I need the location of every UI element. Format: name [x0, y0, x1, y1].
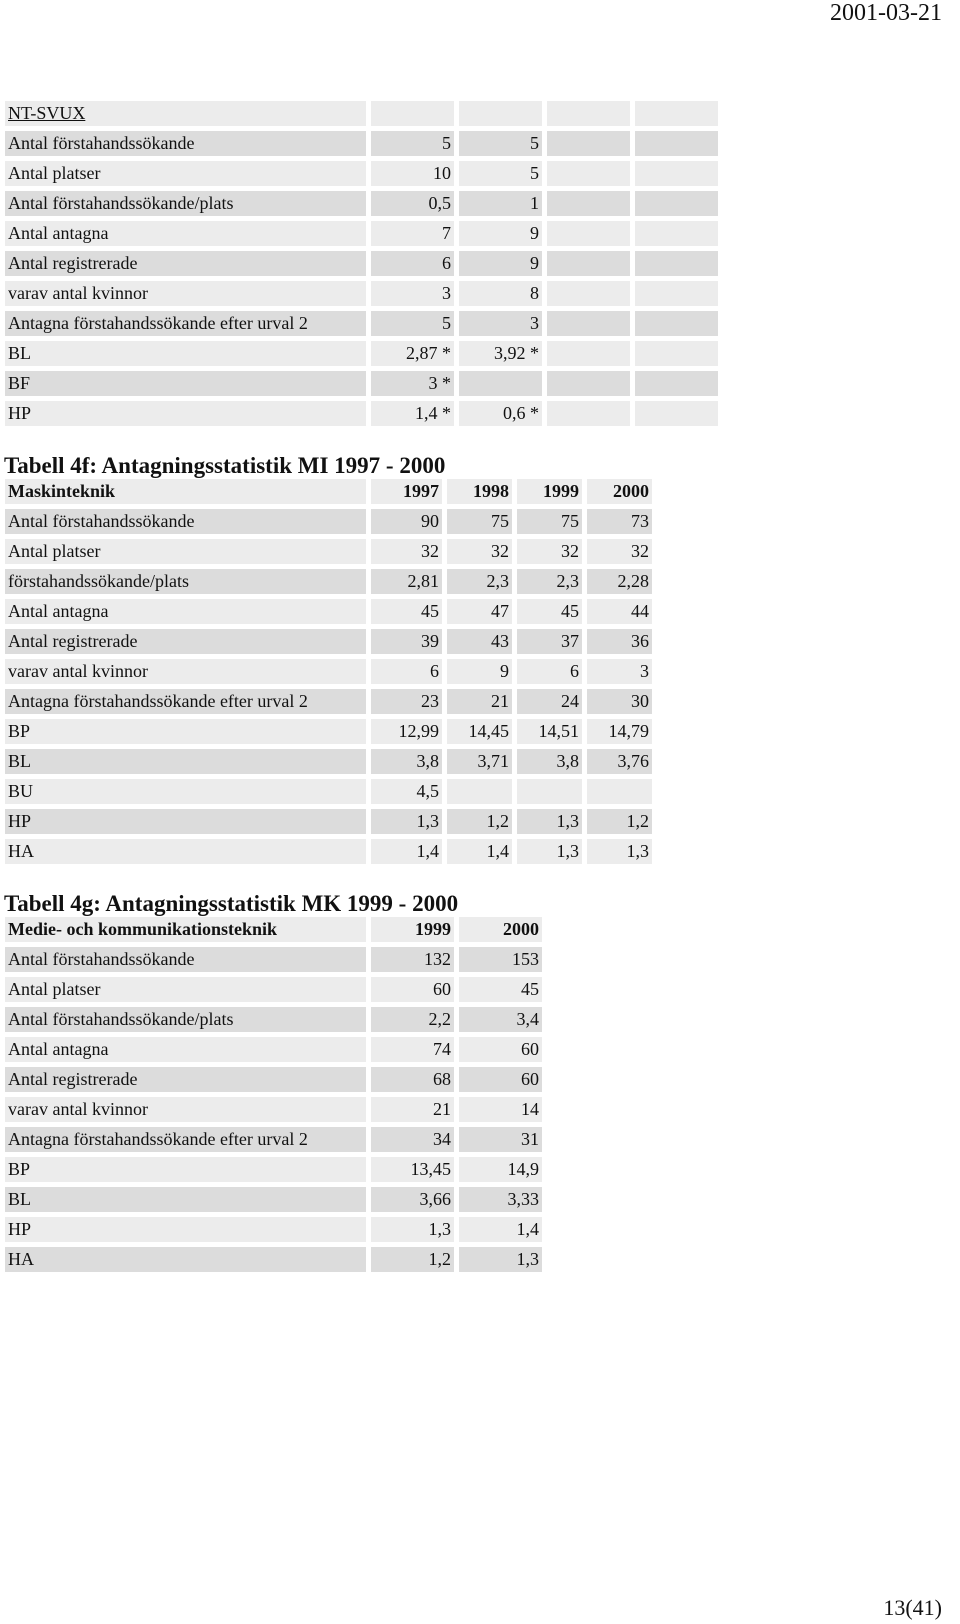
row-label: BL	[5, 749, 366, 774]
table-cell: 0,6 *	[459, 401, 542, 426]
table-row	[5, 977, 542, 1002]
row-label: Antal förstahandssökande	[5, 947, 366, 972]
table-cell: 3,4	[459, 1007, 542, 1032]
table-cell: 4,5	[371, 779, 442, 804]
table-cell: 37	[517, 629, 582, 654]
table-header-row	[5, 479, 652, 504]
table-row	[5, 1187, 542, 1212]
table-cell: 2,81	[371, 569, 442, 594]
row-label: Antal platser	[5, 977, 366, 1002]
table-cell: 1,3	[371, 809, 442, 834]
table-cell: 30	[587, 689, 652, 714]
table-cell	[547, 401, 630, 426]
table-cell: 45	[517, 599, 582, 624]
table-row	[5, 509, 652, 534]
table-cell: 14,51	[517, 719, 582, 744]
table-cell: 75	[517, 509, 582, 534]
table-cell: 14,45	[447, 719, 512, 744]
table-cell: 1,4	[459, 1217, 542, 1242]
table-cell: 13,45	[371, 1157, 454, 1182]
table-cell	[635, 311, 718, 336]
table-cell: 21	[371, 1097, 454, 1122]
table-cell: 2,3	[447, 569, 512, 594]
table-cell	[635, 371, 718, 396]
table-row	[5, 1217, 542, 1242]
table-title-row	[5, 101, 718, 126]
table-cell: 1,3	[371, 1217, 454, 1242]
row-label: Antal förstahandssökande	[5, 131, 366, 156]
table-cell: 2,3	[517, 569, 582, 594]
row-label: Antal förstahandssökande/plats	[5, 191, 366, 216]
table-cell: 5	[371, 311, 454, 336]
table-row	[5, 749, 652, 774]
table-cell: 1,3	[517, 809, 582, 834]
row-label: Antal antagna	[5, 221, 366, 246]
table-cell: 23	[371, 689, 442, 714]
table-cell	[547, 101, 630, 126]
table-row	[5, 719, 652, 744]
table-cell: 73	[587, 509, 652, 534]
row-label: HP	[5, 401, 366, 426]
table-cell: 44	[587, 599, 652, 624]
table-cell: 32	[517, 539, 582, 564]
table-row	[5, 251, 718, 276]
table-cell: 12,99	[371, 719, 442, 744]
table-cell: 3,76	[587, 749, 652, 774]
row-label: Antagna förstahandssökande efter urval 2	[5, 1127, 366, 1152]
table-row	[5, 1037, 542, 1062]
table-title: NT-SVUX	[5, 101, 366, 126]
table-row	[5, 131, 718, 156]
table-cell	[459, 101, 542, 126]
table-cell	[517, 779, 582, 804]
table-nt-svux	[0, 96, 723, 431]
table-cell: 60	[459, 1067, 542, 1092]
table-row	[5, 809, 652, 834]
table-cell	[635, 341, 718, 366]
table-row	[5, 629, 652, 654]
table-cell: 9	[459, 251, 542, 276]
table-cell: 14,79	[587, 719, 652, 744]
table-cell	[635, 191, 718, 216]
table-cell: 1,2	[447, 809, 512, 834]
table-cell: 1,4	[447, 839, 512, 864]
row-label: HP	[5, 1217, 366, 1242]
table-cell: 6	[517, 659, 582, 684]
table-cell: 36	[587, 629, 652, 654]
table-row	[5, 599, 652, 624]
table-cell: 1,2	[587, 809, 652, 834]
table-cell: 3,33	[459, 1187, 542, 1212]
table-cell: 1,4 *	[371, 401, 454, 426]
table-cell: 2,87 *	[371, 341, 454, 366]
table-row	[5, 221, 718, 246]
table-cell: 3	[459, 311, 542, 336]
table-cell	[459, 371, 542, 396]
row-label: BL	[5, 1187, 366, 1212]
table-row	[5, 569, 652, 594]
row-label: BP	[5, 719, 366, 744]
table-cell: 10	[371, 161, 454, 186]
table-cell: 75	[447, 509, 512, 534]
table-cell	[547, 281, 630, 306]
column-header: 2000	[587, 479, 652, 504]
row-label: Antal registrerade	[5, 251, 366, 276]
table-cell: 24	[517, 689, 582, 714]
table-cell: 3,71	[447, 749, 512, 774]
table-row	[5, 779, 652, 804]
table-cell	[547, 161, 630, 186]
table-row	[5, 1067, 542, 1092]
row-label: BU	[5, 779, 366, 804]
table-cell	[547, 131, 630, 156]
table-cell: 34	[371, 1127, 454, 1152]
table-cell: 32	[447, 539, 512, 564]
table-row	[5, 341, 718, 366]
column-header: 1999	[517, 479, 582, 504]
table-cell	[587, 779, 652, 804]
table-cell: 6	[371, 251, 454, 276]
row-label: Antal platser	[5, 539, 366, 564]
table-cell: 1,2	[371, 1247, 454, 1272]
row-label: Antagna förstahandssökande efter urval 2	[5, 311, 366, 336]
table-cell: 3,66	[371, 1187, 454, 1212]
table-cell: 2,28	[587, 569, 652, 594]
row-label: förstahandssökande/plats	[5, 569, 366, 594]
row-label: Antal registrerade	[5, 629, 366, 654]
table-cell: 153	[459, 947, 542, 972]
row-label: HA	[5, 839, 366, 864]
table-cell	[547, 371, 630, 396]
table-cell: 7	[371, 221, 454, 246]
table-cell: 21	[447, 689, 512, 714]
page-date: 2001-03-21	[830, 0, 942, 26]
row-label: BP	[5, 1157, 366, 1182]
table-cell: 0,5	[371, 191, 454, 216]
row-label: BF	[5, 371, 366, 396]
table-cell: 1	[459, 191, 542, 216]
row-label: Antal antagna	[5, 599, 366, 624]
row-label: Antal antagna	[5, 1037, 366, 1062]
table-cell: 14	[459, 1097, 542, 1122]
column-header: 1999	[371, 917, 454, 942]
table-cell: 3,8	[517, 749, 582, 774]
table-cell	[547, 251, 630, 276]
row-label: varav antal kvinnor	[5, 659, 366, 684]
table-cell	[547, 311, 630, 336]
column-header: 2000	[459, 917, 542, 942]
table-cell: 6	[371, 659, 442, 684]
table-cell: 1,3	[587, 839, 652, 864]
table-row	[5, 689, 652, 714]
table-row	[5, 1007, 542, 1032]
table-cell: 74	[371, 1037, 454, 1062]
table-row	[5, 1097, 542, 1122]
column-header: Maskinteknik	[5, 479, 366, 504]
table-cell	[635, 131, 718, 156]
table-cell: 32	[587, 539, 652, 564]
table-cell: 68	[371, 1067, 454, 1092]
row-label: BL	[5, 341, 366, 366]
row-label: varav antal kvinnor	[5, 281, 366, 306]
table-4g-mk	[0, 912, 547, 1277]
table-cell: 90	[371, 509, 442, 534]
table-cell: 2,2	[371, 1007, 454, 1032]
table-cell: 3 *	[371, 371, 454, 396]
table-heading-4g: Tabell 4g: Antagningsstatistik MK 1999 - 2000	[4, 891, 459, 916]
table-row	[5, 371, 718, 396]
table-row	[5, 539, 652, 564]
row-label: Antal förstahandssökande/plats	[5, 1007, 366, 1032]
row-label: HA	[5, 1247, 366, 1272]
table-cell	[547, 191, 630, 216]
table-cell: 43	[447, 629, 512, 654]
table-cell: 31	[459, 1127, 542, 1152]
table-cell: 60	[459, 1037, 542, 1062]
table-row	[5, 401, 718, 426]
column-header: 1998	[447, 479, 512, 504]
row-label: Antal förstahandssökande	[5, 509, 366, 534]
table-cell: 3,8	[371, 749, 442, 774]
table-cell	[635, 161, 718, 186]
row-label: varav antal kvinnor	[5, 1097, 366, 1122]
table-cell: 9	[447, 659, 512, 684]
page-number: 13(41)	[883, 1595, 942, 1620]
table-row	[5, 947, 542, 972]
table-row	[5, 161, 718, 186]
table-row	[5, 1127, 542, 1152]
table-cell	[635, 221, 718, 246]
table-row	[5, 311, 718, 336]
column-header: 1997	[371, 479, 442, 504]
row-label: Antagna förstahandssökande efter urval 2	[5, 689, 366, 714]
table-row	[5, 1157, 542, 1182]
table-row	[5, 191, 718, 216]
table-header-row	[5, 917, 542, 942]
table-cell: 14,9	[459, 1157, 542, 1182]
table-cell: 5	[459, 131, 542, 156]
table-cell	[635, 281, 718, 306]
table-cell	[635, 101, 718, 126]
table-row	[5, 281, 718, 306]
table-cell: 5	[459, 161, 542, 186]
table-cell: 39	[371, 629, 442, 654]
table-cell	[371, 101, 454, 126]
table-cell: 5	[371, 131, 454, 156]
table-cell: 9	[459, 221, 542, 246]
row-label: HP	[5, 809, 366, 834]
table-cell: 1,4	[371, 839, 442, 864]
table-cell: 3,92 *	[459, 341, 542, 366]
table-cell: 8	[459, 281, 542, 306]
column-header: Medie- och kommunikationsteknik	[5, 917, 366, 942]
table-cell: 47	[447, 599, 512, 624]
table-cell: 1,3	[517, 839, 582, 864]
table-cell: 132	[371, 947, 454, 972]
table-cell	[635, 251, 718, 276]
table-cell: 45	[459, 977, 542, 1002]
table-4f-mi	[0, 474, 657, 869]
table-cell: 1,3	[459, 1247, 542, 1272]
table-heading-4f: Tabell 4f: Antagningsstatistik MI 1997 - 2000	[4, 453, 446, 478]
table-cell	[547, 341, 630, 366]
table-cell	[547, 221, 630, 246]
table-cell: 3	[587, 659, 652, 684]
table-cell: 32	[371, 539, 442, 564]
row-label: Antal registrerade	[5, 1067, 366, 1092]
table-cell: 60	[371, 977, 454, 1002]
table-cell: 45	[371, 599, 442, 624]
table-row	[5, 839, 652, 864]
table-cell: 3	[371, 281, 454, 306]
table-cell	[447, 779, 512, 804]
table-row	[5, 1247, 542, 1272]
table-row	[5, 659, 652, 684]
row-label: Antal platser	[5, 161, 366, 186]
table-cell	[635, 401, 718, 426]
